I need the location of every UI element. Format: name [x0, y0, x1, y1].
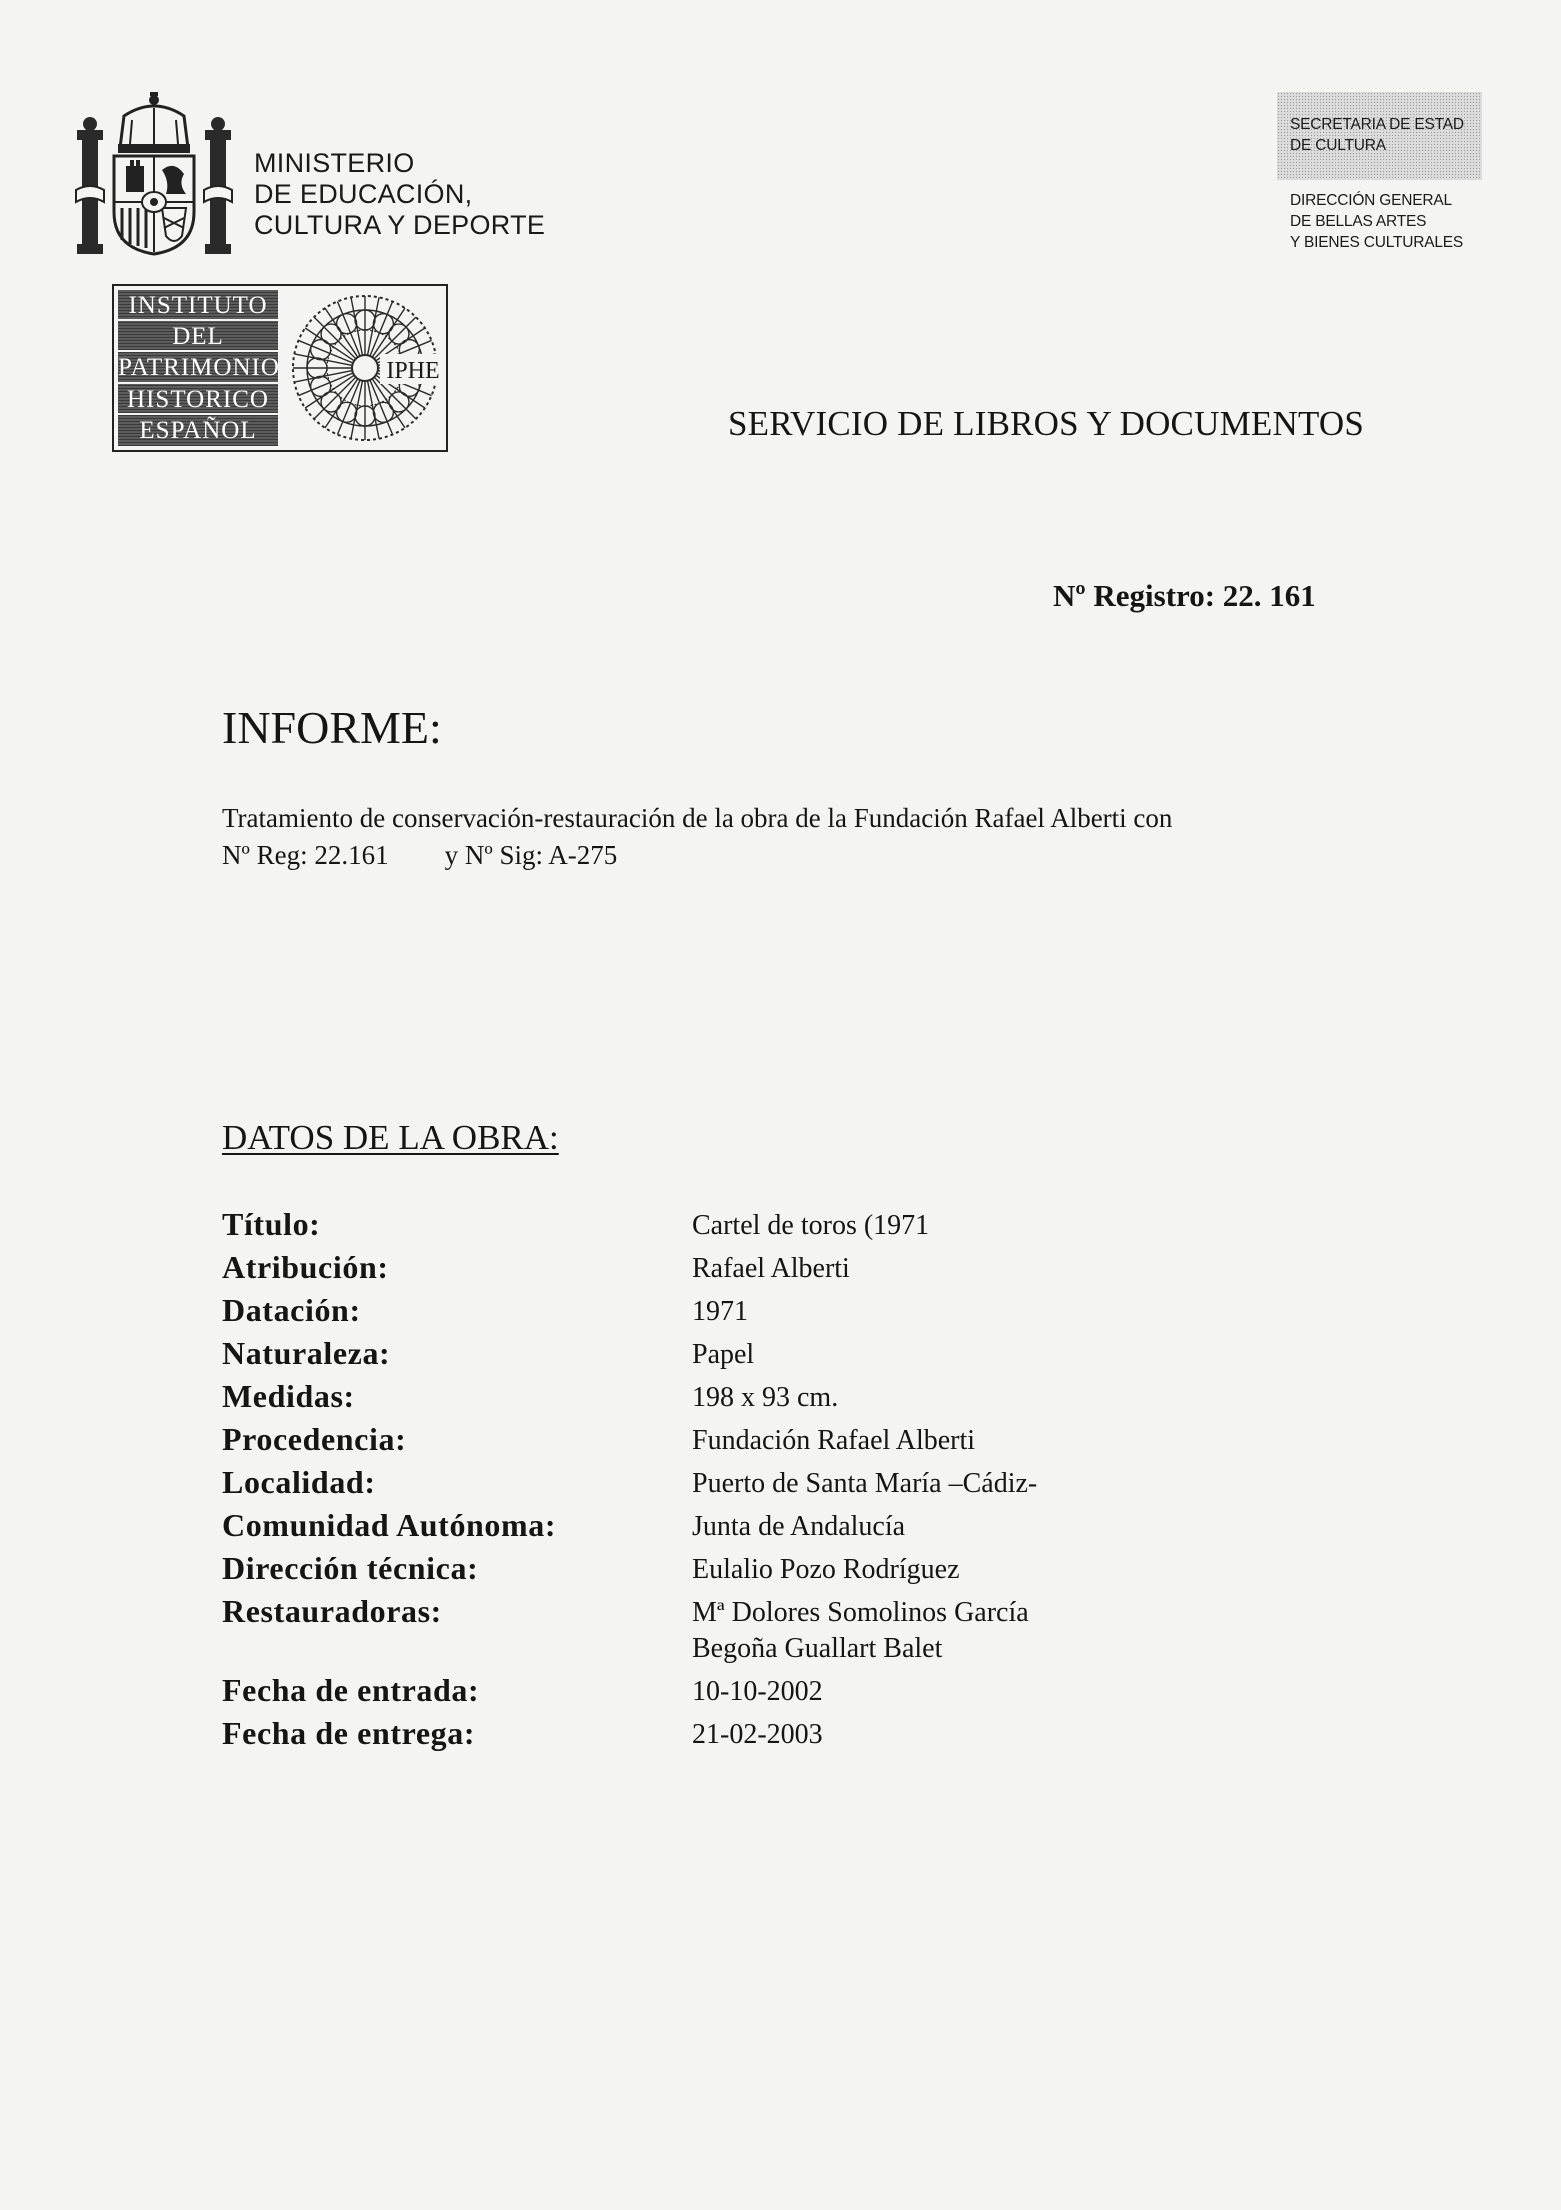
secretaria-line-2: DE CULTURA — [1290, 137, 1386, 154]
datos-heading: DATOS DE LA OBRA: — [222, 1118, 559, 1157]
informe-reg: Nº Reg: 22.161 — [222, 840, 389, 870]
ministry-line-1: MINISTERIO — [254, 148, 415, 178]
field-value: 10-10-2002 — [692, 1676, 823, 1707]
datos-row-localidad — [222, 1462, 1222, 1505]
service-title: SERVICIO DE LIBROS Y DOCUMENTOS — [728, 404, 1365, 443]
field-value: Junta de Andalucía — [692, 1511, 906, 1542]
direccion-line-3: Y BIENES CULTURALES — [1290, 234, 1464, 251]
field-value: Puerto de Santa María –Cádiz- — [692, 1468, 1038, 1499]
datos-row-medidas — [222, 1376, 1222, 1419]
field-value: 21-02-2003 — [692, 1719, 823, 1750]
direccion-line-1: DIRECCIÓN GENERAL — [1290, 192, 1452, 209]
datos-row-direccion — [222, 1548, 1222, 1591]
direccion-line-2: DE BELLAS ARTES — [1290, 213, 1427, 230]
field-value: Fundación Rafael Alberti — [692, 1425, 976, 1456]
datos-row-atribucion — [222, 1247, 1222, 1290]
informe-sig: y Nº Sig: A-275 — [444, 840, 618, 870]
restauradora-2: Begoña Guallart Balet — [692, 1633, 943, 1664]
datos-row-fecha-entrega — [222, 1713, 1222, 1756]
datos-row-titulo — [222, 1204, 1222, 1247]
informe-description — [222, 800, 1172, 874]
datos-row-restauradoras — [222, 1591, 1222, 1670]
field-value: 1971 — [692, 1296, 748, 1327]
iphe-line-4: HISTORICO — [118, 384, 278, 415]
registro-number: Nº Registro: 22. 161 — [1053, 578, 1316, 613]
field-label: Atribución: — [222, 1249, 389, 1285]
field-label: Comunidad Autónoma: — [222, 1507, 557, 1543]
informe-line-1: Tratamiento de conservación-restauración de la obra de la Fundación Rafael Alberti con — [222, 803, 1173, 833]
field-label: Fecha de entrada: — [222, 1672, 480, 1708]
ministry-line-3: CULTURA Y DEPORTE — [254, 210, 546, 240]
iphe-logo — [112, 284, 448, 452]
field-label: Fecha de entrega: — [222, 1715, 476, 1751]
field-label: Procedencia: — [222, 1421, 407, 1457]
field-value: Papel — [692, 1339, 755, 1370]
field-label: Título: — [222, 1206, 321, 1242]
ministry-name — [254, 148, 545, 241]
direccion-general — [1277, 180, 1482, 253]
secretaria-line-1: SECRETARIA DE ESTAD — [1290, 116, 1464, 133]
restauradora-1: Mª Dolores Somolinos García — [692, 1597, 1029, 1628]
iphe-line-2: DEL — [118, 321, 278, 352]
iphe-abbr: IPHE — [386, 358, 440, 384]
iphe-line-1: INSTITUTO — [118, 290, 278, 321]
iphe-name-block — [118, 290, 278, 446]
field-label: Medidas: — [222, 1378, 355, 1414]
field-value — [692, 1595, 1029, 1667]
informe-line-2 — [222, 837, 1172, 874]
field-value: Cartel de toros (1971 — [692, 1210, 930, 1241]
datos-row-datacion — [222, 1290, 1222, 1333]
field-label: Localidad: — [222, 1464, 376, 1500]
field-label: Restauradoras: — [222, 1593, 442, 1629]
field-label: Dirección técnica: — [222, 1550, 479, 1586]
coat-of-arms-icon — [74, 90, 234, 260]
datos-row-naturaleza — [222, 1333, 1222, 1376]
field-label: Naturaleza: — [222, 1335, 391, 1371]
iphe-line-3: PATRIMONIO — [118, 352, 278, 383]
informe-heading: INFORME: — [222, 702, 442, 753]
datos-row-comunidad — [222, 1505, 1222, 1548]
secretaria-block — [1277, 92, 1482, 253]
iphe-line-5: ESPAÑOL — [139, 416, 257, 444]
field-label: Datación: — [222, 1292, 361, 1328]
datos-row-fecha-entrada — [222, 1670, 1222, 1713]
field-value: 198 x 93 cm. — [692, 1382, 839, 1413]
rose-window-icon — [284, 288, 446, 448]
datos-table — [222, 1204, 1222, 1756]
datos-row-procedencia — [222, 1419, 1222, 1462]
secretaria-shaded-box — [1277, 92, 1482, 180]
field-value: Rafael Alberti — [692, 1253, 850, 1284]
ministry-line-2: DE EDUCACIÓN, — [254, 179, 473, 209]
field-value: Eulalio Pozo Rodríguez — [692, 1554, 960, 1585]
